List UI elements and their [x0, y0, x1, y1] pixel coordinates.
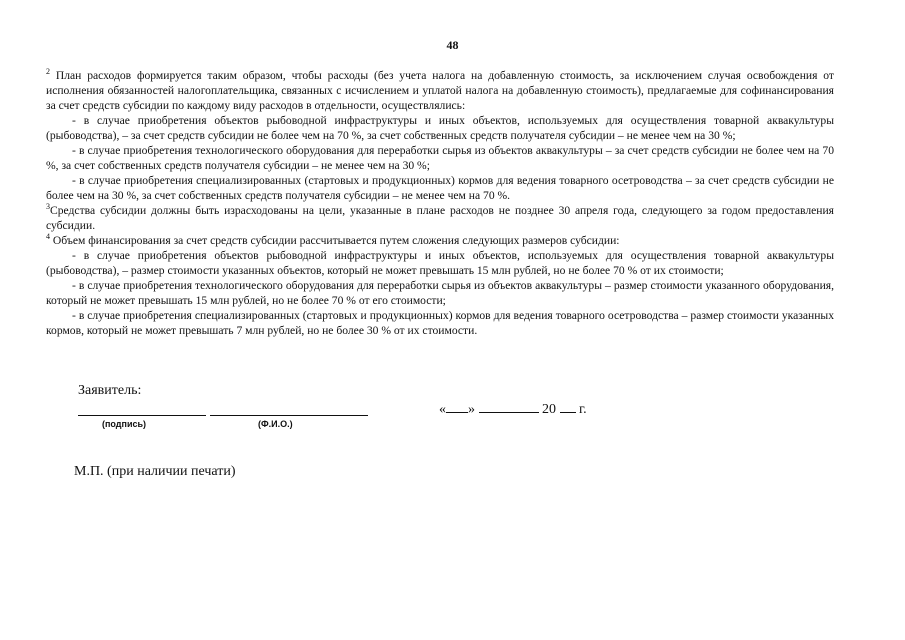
footnote-text: Средства субсидии должны быть израсходованы на цели, указанные в плане расходов не позднее 30 апреля года, следующего за годом предоставления субсидии.: [46, 204, 834, 232]
name-line: [210, 415, 368, 416]
date-field: [439, 400, 587, 418]
date-open-quote: «: [439, 402, 446, 417]
footnotes: [46, 68, 834, 338]
footnote-2-item: - в случае приобретения специализированных (стартовых и продукционных) кормов для ведения товарного осетроводства – за счет средств субсидии не более чем на 30 %, за счет собственных средств получателя субсидии – не менее чем на 70 %.: [46, 174, 834, 202]
date-year-blank: [560, 400, 576, 413]
footnote-mark: 4: [46, 232, 50, 241]
footnote-4-item: - в случае приобретения специализированных (стартовых и продукционных) кормов для ведения товарного осетроводства – размер стоимости указанных кормов, который не может превышать 7 млн рублей, но не более 30 % от их стоимости.: [46, 309, 834, 337]
signature-caption: (подпись): [102, 419, 147, 429]
footnote-3: [46, 203, 834, 233]
name-caption: (Ф.И.О.): [258, 419, 293, 429]
date-day-blank: [446, 400, 468, 413]
footnote-2-item: - в случае приобретения объектов рыбоводной инфраструктуры и иных объектов, используемых для осуществления товарной аквакультуры (рыбоводства), – за счет средств субсидии не более чем на 70 %, за счет собственных средств получателя субсидии – не менее чем на 30 %;: [46, 114, 834, 142]
footnote-text: Объем финансирования за счет средств субсидии рассчитывается путем сложения следующих размеров субсидии:: [52, 234, 620, 247]
date-suffix: г.: [579, 402, 587, 417]
date-close-quote: »: [468, 402, 475, 417]
footnote-text: План расходов формируется таким образом, чтобы расходы (без учета налога на добавленную стоимость, за исключением случая освобождения от исполнения обязанностей налогоплательщика, связанных с исчислением и уплатой налога на добавленную стоимость), предлагаемые для софинансирования за счет средств субсидии по каждому виду расходов в отдельности, осуществлялись:: [46, 69, 835, 112]
footnote-4-item: - в случае приобретения технологического оборудования для переработки сырья из объектов аквакультуры – размер стоимости указанного оборудования, который не может превышать 15 млн рублей, но не более 70 % от его стоимости;: [46, 279, 834, 307]
stamp-note: М.П. (при наличии печати): [74, 464, 236, 479]
footnote-4-item: - в случае приобретения объектов рыбоводной инфраструктуры и иных объектов, используемых для осуществления товарной аквакультуры (рыбоводства), – размер стоимости указанных объектов, который не может превышать 15 млн рублей, но не более 70 % от их стоимости;: [46, 249, 834, 277]
footnote-2: [46, 68, 834, 113]
footnote-mark: 2: [46, 67, 50, 76]
signature-line: [78, 415, 206, 416]
page-number: 48: [446, 38, 459, 52]
date-month-blank: [479, 400, 539, 413]
footnote-4: [46, 233, 834, 248]
footnote-2-item: - в случае приобретения технологического оборудования для переработки сырья из объектов аквакультуры – за счет средств субсидии не более чем на 70 %, за счет собственных средств получателя субсидии – не менее чем на 30 %;: [46, 144, 834, 172]
footnote-mark: 3: [46, 202, 50, 211]
applicant-label: Заявитель:: [78, 383, 142, 398]
date-year: 20: [542, 402, 556, 417]
